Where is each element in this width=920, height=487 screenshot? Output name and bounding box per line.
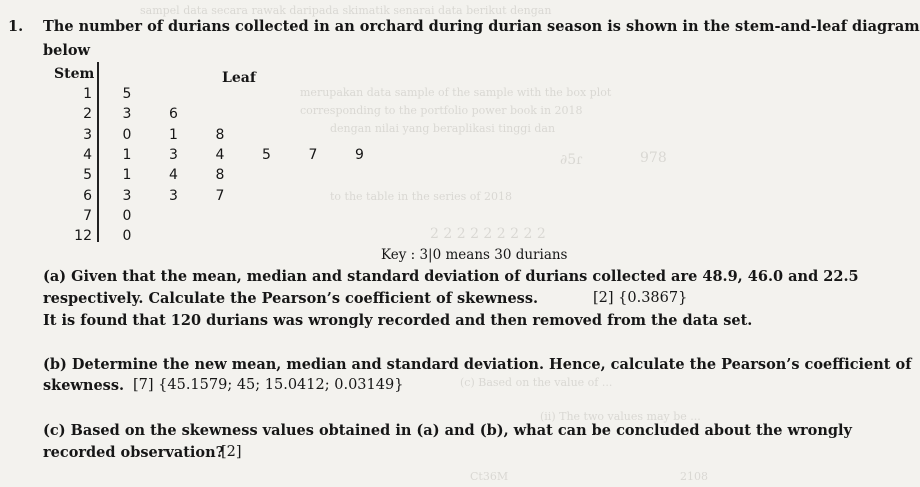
question-intro-line2: below <box>43 42 91 59</box>
leaf-value: 7 <box>215 187 225 204</box>
part-a-line2: respectively. Calculate the Pearson’s coefficient of skewness. <box>43 290 539 307</box>
part-c-line1: (c) Based on the skewness values obtained in (a) and (b), what can be concluded about the wrongly <box>43 422 852 439</box>
part-b-line2: skewness. <box>43 377 125 394</box>
leaf-value: 4 <box>215 146 225 163</box>
part-c-marks: [2] <box>221 444 242 460</box>
leaf-value: 5 <box>262 146 271 163</box>
leaf-value: 0 <box>122 228 132 245</box>
leaf-value: 7 <box>308 146 318 163</box>
leaf-value: 1 <box>122 167 132 184</box>
part-b-marks-answer: [7] {45.1579; 45; 15.0412; 0.03149} <box>133 377 404 393</box>
stem-value: 7 <box>83 207 92 224</box>
stem-leaf-divider <box>97 62 99 242</box>
leaf-header: Leaf <box>222 70 256 86</box>
stem-value: 6 <box>83 187 92 204</box>
leaf-value: 9 <box>355 146 364 163</box>
stem-value: 5 <box>83 167 92 184</box>
leaf-value: 3 <box>122 187 132 204</box>
question-intro-line1: The number of durians collected in an orchard during durian season is shown in the stem-and-leaf diagram <box>43 18 920 35</box>
leaf-value: 1 <box>122 146 132 163</box>
stem-value: 12 <box>74 228 92 245</box>
part-c-line2: recorded observation? <box>43 444 225 461</box>
part-a-line1: (a) Given that the mean, median and standard deviation of durians collected are 48.9, 46.0 and 22.5 <box>43 268 859 285</box>
stem-value: 4 <box>83 146 92 163</box>
diagram-key: Key : 3|0 means 30 durians <box>381 247 568 263</box>
part-a-marks-answer: [2] {0.3867} <box>593 290 688 306</box>
leaf-value: 8 <box>215 167 225 184</box>
data-removal-note: It is found that 120 durians was wrongly recorded and then removed from the data set. <box>43 312 753 329</box>
leaf-value: 1 <box>169 126 178 143</box>
leaf-value: 5 <box>122 86 132 102</box>
leaf-value: 3 <box>122 106 132 123</box>
leaf-value: 8 <box>215 126 225 143</box>
leaf-value: 6 <box>169 106 178 123</box>
stem-value: 3 <box>83 126 92 143</box>
part-b-line1: (b) Determine the new mean, median and standard deviation. Hence, calculate the Pearson’s coefficient of <box>43 356 912 373</box>
leaf-value: 3 <box>169 187 178 204</box>
leaf-value: 4 <box>169 167 178 184</box>
question-number: 1. <box>8 18 24 35</box>
leaf-value: 3 <box>169 146 178 163</box>
stem-value: 1 <box>83 86 92 102</box>
leaf-value: 0 <box>122 126 132 143</box>
leaf-value: 0 <box>122 207 132 224</box>
stem-header: Stem <box>54 66 95 82</box>
stem-value: 2 <box>83 106 92 123</box>
